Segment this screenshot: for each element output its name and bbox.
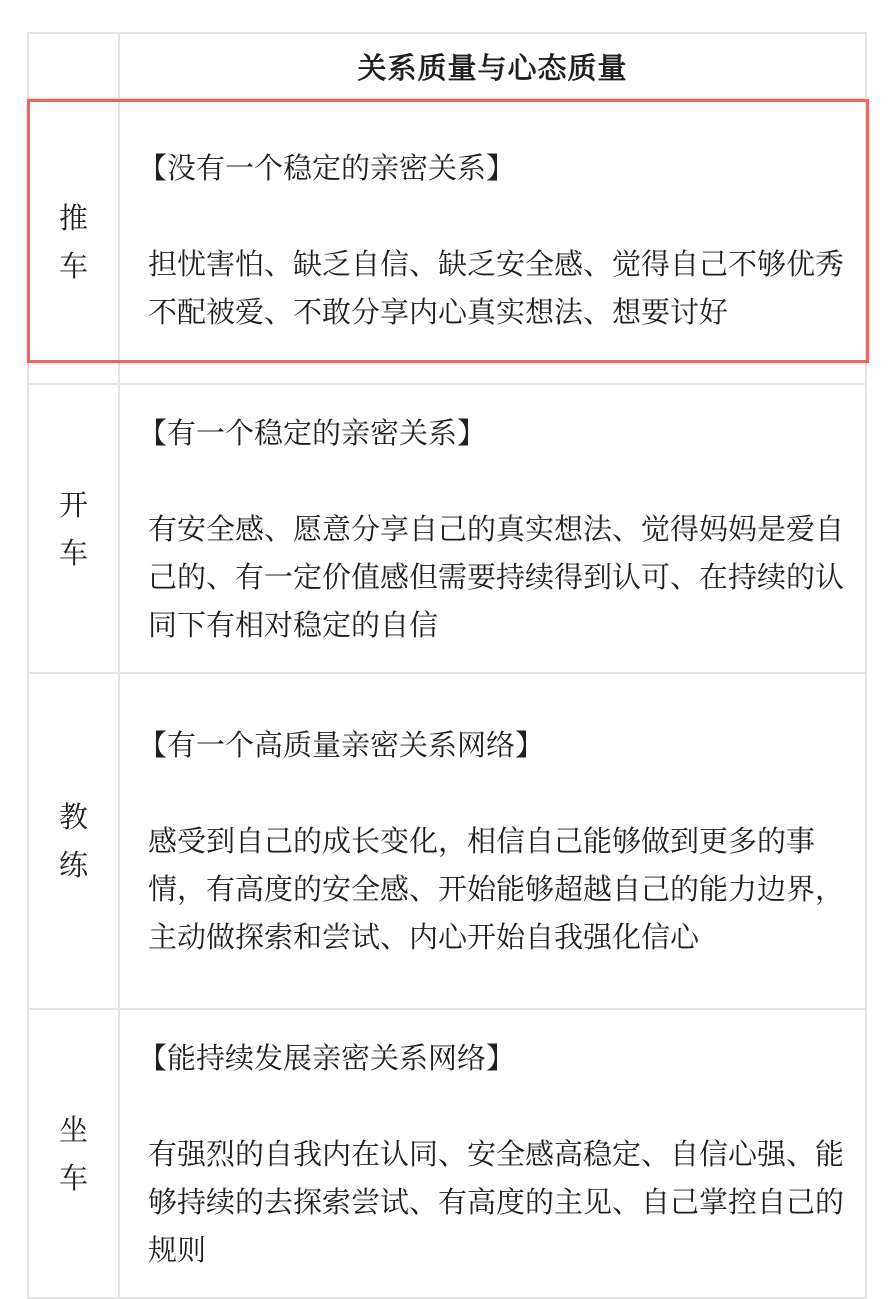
spacer xyxy=(148,457,847,505)
stage-char: 练 xyxy=(58,848,88,882)
table-row xyxy=(28,99,866,384)
table-row xyxy=(28,1009,866,1298)
comparison-table-container xyxy=(27,32,865,1299)
stage-cell-drive xyxy=(28,384,119,673)
stage-char: 教 xyxy=(58,800,88,834)
quality-cell xyxy=(119,1009,866,1298)
stage-quality-table xyxy=(27,32,867,1299)
relationship-title: 【没有一个稳定的亲密关系】 xyxy=(138,150,516,185)
stage-char: 开 xyxy=(58,487,88,522)
table-row xyxy=(28,673,866,1009)
stage-cell-coach xyxy=(28,673,119,1009)
mindset-description: 担忧害怕、缺乏自信、缺乏安全感、觉得自己不够优秀不配被爱、不敢分享内心真实想法、想要讨好 xyxy=(148,246,845,329)
stage-char: 坐 xyxy=(58,1112,88,1147)
relationship-title: 【能持续发展亲密关系网络】 xyxy=(138,1040,516,1075)
header-stage-cell xyxy=(28,33,119,99)
spacer xyxy=(148,769,847,817)
table-row xyxy=(28,384,866,673)
quality-cell xyxy=(119,99,866,384)
relationship-title: 【有一个稳定的亲密关系】 xyxy=(138,415,487,450)
stage-char: 推 xyxy=(58,200,88,235)
spacer xyxy=(148,1082,847,1130)
stage-cell-push-cart xyxy=(28,99,119,384)
quality-cell xyxy=(119,673,866,1009)
stage-char: 车 xyxy=(58,535,88,570)
header-quality-cell: 关系质量与心态质量 xyxy=(119,33,866,99)
stage-char: 车 xyxy=(58,248,88,283)
spacer xyxy=(148,192,847,240)
stage-cell-ride xyxy=(28,1009,119,1298)
stage-char: 车 xyxy=(58,1160,88,1195)
mindset-description: 有安全感、愿意分享自己的真实想法、觉得妈妈是爱自己的、有一定价值感但需要持续得到认可、在持续的认同下有相对稳定的自信 xyxy=(148,511,845,642)
mindset-description: 感受到自己的成长变化，相信自己能够做到更多的事情，有高度的安全感、开始能够超越自己的能力边界，主动做探索和尝试、内心开始自我强化信心 xyxy=(148,824,845,954)
quality-cell xyxy=(119,384,866,673)
table-header-row xyxy=(28,33,866,99)
mindset-description: 有强烈的自我内在认同、安全感高稳定、自信心强、能够持续的去探索尝试、有高度的主见、自己掌控自己的规则 xyxy=(148,1136,845,1267)
relationship-title: 【有一个高质量亲密关系网络】 xyxy=(138,728,545,762)
